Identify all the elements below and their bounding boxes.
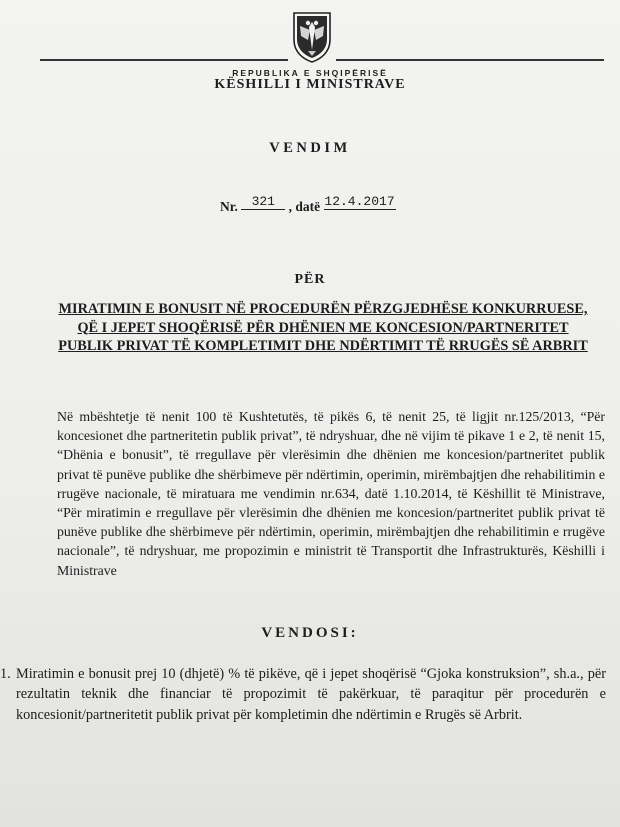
- per-heading: PËR: [294, 272, 326, 287]
- council-name: KËSHILLI I MINISTRAVE: [214, 77, 406, 92]
- item-number: 1.: [0, 666, 11, 682]
- decision-number-line: [220, 194, 396, 216]
- decision-number: 321: [241, 194, 285, 210]
- list-item: [0, 664, 606, 725]
- decision-heading: VENDIM: [269, 140, 351, 156]
- number-label: Nr.: [220, 199, 238, 214]
- preamble-paragraph: Në mbështetje të nenit 100 të Kushtetutës, të pikës 6, të nenit 25, të ligjit nr.125/2013, “Për koncesionet dhe partneritetin publik privat”, të ndryshuar, dhe në vijim të pikave 1 e 2, të nenit 15, “Dhënia e bonusit”, të rregullave për vlerësimin dhe dhënien me koncesion/partneritet publik privat të punëve publike dhe shërbimeve për ndërtimin, operimin, mirëmbajtjen dhe rehabilitimin e rrugëve nacionale, të miratuara me vendimin nr.634, datë 1.10.2014, të Këshillit të Ministrave, “Për miratimin e rregullave për vlerësimin dhe dhënien me koncesion/partneritet publik privat të punëve publike dhe shërbimeve për ndërtimin, operimin, mirëmbajtjen dhe rehabilitimin e rrugëve nacionale”, të ndryshuar, me propozimin e ministrit të Transportit dhe Infrastrukturës, Këshilli i Ministrave: [57, 409, 605, 578]
- republic-name: REPUBLIKA E SHQIPËRISË: [232, 68, 388, 78]
- albania-coat-of-arms-icon: [290, 10, 334, 64]
- header-rule-right: [336, 59, 604, 61]
- date-label: , datë: [288, 199, 321, 214]
- item-text: Miratimin e bonusit prej 10 (dhjetë) % të pikëve, që i jepet shoqërisë “Gjoka konstruksion”, sh.a., për rezultatin teknik dhe financiar të propozimit të pakërkuar, të paraqitur për procedurën e koncesionit/partneritetit publik privat për kompletimin dhe ndërtimin e Rrugës së Arbrit.: [16, 666, 606, 723]
- header-rule-left: [40, 59, 288, 61]
- decision-date: 12.4.2017: [324, 194, 395, 209]
- vendosi-heading: VENDOSI:: [261, 625, 359, 641]
- decision-title: MIRATIMIN E BONUSIT NË PROCEDURËN PËRZGJEDHËSE KONKURRUESE, QË I JEPET SHOQËRISË PËR DHËNIEN ME KONCESION/PARTNERITET PUBLIK PRIVAT TË KOMPLETIMIT DHE NDËRTIMIT TË RRUGËS SË ARBRIT: [58, 301, 588, 354]
